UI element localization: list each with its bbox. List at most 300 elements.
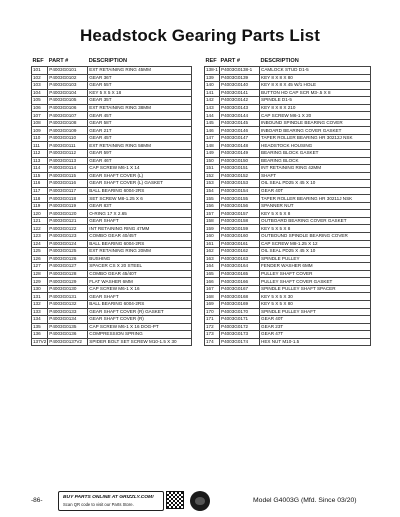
cell-part-number: P4003G0159 bbox=[220, 225, 260, 233]
cell-description: GEAR 40T bbox=[260, 316, 371, 324]
table-row bbox=[32, 119, 192, 127]
cell-description: SPACER CS X 20 STEEL bbox=[88, 263, 192, 271]
table-row bbox=[205, 225, 371, 233]
table-row bbox=[205, 270, 371, 278]
cell-part-number: P4003G0127 bbox=[48, 263, 88, 271]
cell-description: SPANNER NUT bbox=[260, 202, 371, 210]
cell-description: COMBO GEAR 45/40T bbox=[88, 270, 192, 278]
cell-ref: 114 bbox=[32, 165, 48, 173]
cell-description: BALL BEARING 6004-2RS bbox=[88, 300, 192, 308]
cell-ref: 131 bbox=[32, 293, 48, 301]
cell-ref: 122 bbox=[32, 225, 48, 233]
table-row bbox=[205, 331, 371, 339]
cell-ref: 109 bbox=[32, 127, 48, 135]
cell-ref: 170 bbox=[205, 308, 220, 316]
cell-part-number: P4003G0142 bbox=[220, 97, 260, 105]
cell-ref: 169 bbox=[205, 300, 220, 308]
cell-description: EXT RETAINING RING 38MM bbox=[88, 104, 192, 112]
cell-ref: 129 bbox=[32, 278, 48, 286]
cell-part-number: P4003G0157 bbox=[220, 210, 260, 218]
cell-part-number: P4003G0150 bbox=[220, 157, 260, 165]
cell-description: GEAR SHAFT COVER (L) GASKET bbox=[88, 180, 192, 188]
cell-part-number: P4003G0123 bbox=[48, 233, 88, 241]
cell-description: KEY 8 X 8 X 210 bbox=[260, 104, 371, 112]
grizzly-bear-logo-icon bbox=[190, 491, 210, 511]
cell-description: EXT RETAINING RING 20MM bbox=[88, 248, 192, 256]
cell-part-number: P4003G0162 bbox=[220, 248, 260, 256]
cell-description: INBOARD BEARING COVER GASKET bbox=[260, 127, 371, 135]
table-row bbox=[32, 210, 192, 218]
cell-part-number: P4003G0146 bbox=[220, 127, 260, 135]
parts-table-left-body bbox=[32, 67, 192, 346]
cell-part-number: P4003G0128 bbox=[48, 270, 88, 278]
cell-ref: 145 bbox=[205, 119, 220, 127]
cell-ref: 154 bbox=[205, 187, 220, 195]
cell-description: GEAR 45T bbox=[88, 112, 192, 120]
page-number: -86- bbox=[31, 497, 43, 504]
cell-part-number: P4003G0114 bbox=[48, 165, 88, 173]
table-row bbox=[205, 323, 371, 331]
table-row bbox=[32, 285, 192, 293]
cell-part-number: P4003G0125 bbox=[48, 248, 88, 256]
cell-ref: 138-1 bbox=[206, 67, 218, 73]
table-row bbox=[205, 316, 371, 324]
cell-description: BALL BEARING 6004-2RS bbox=[88, 187, 192, 195]
table-row bbox=[32, 127, 192, 135]
table-row bbox=[205, 104, 371, 112]
cell-description: SPINDLE PULLEY SHAFT SPACER bbox=[260, 285, 371, 293]
bear-head-shape bbox=[195, 497, 205, 505]
cell-part-number: P4003G0151 bbox=[220, 165, 260, 173]
cell-ref: 150 bbox=[205, 157, 220, 165]
cell-description: GEAR 21T bbox=[88, 127, 192, 135]
cell-ref: 117 bbox=[32, 187, 48, 195]
page-footer bbox=[0, 490, 400, 517]
table-header-row bbox=[205, 58, 371, 67]
model-info: Model G4003G (Mfd. Since 03/20) bbox=[253, 497, 357, 504]
table-row bbox=[205, 150, 371, 158]
table-row bbox=[205, 67, 371, 75]
cell-ref: 167 bbox=[205, 285, 220, 293]
cell-part-number: P4003G0156 bbox=[220, 202, 260, 210]
cell-description: GEAR 35T bbox=[88, 97, 192, 105]
cell-ref: 174 bbox=[205, 338, 220, 346]
cell-description: CAP SCREW M6-1 X 20 bbox=[260, 112, 371, 120]
table-row bbox=[32, 97, 192, 105]
cell-ref: 159 bbox=[205, 225, 220, 233]
cell-ref: 112 bbox=[32, 150, 48, 158]
table-row bbox=[32, 233, 192, 241]
table-row bbox=[205, 263, 371, 271]
table-row bbox=[205, 338, 371, 346]
cell-description: PULLEY SHAFT COVER bbox=[260, 270, 371, 278]
table-row bbox=[32, 225, 192, 233]
table-row bbox=[32, 263, 192, 271]
table-row bbox=[205, 255, 371, 263]
cell-part-number: P4003G0171 bbox=[220, 316, 260, 324]
table-row bbox=[32, 217, 192, 225]
cell-part-number: P4003G0164 bbox=[220, 263, 260, 271]
header-description: DESCRIPTION bbox=[88, 58, 128, 64]
table-row bbox=[205, 240, 371, 248]
cell-ref: 121 bbox=[32, 217, 48, 225]
cell-description: SPIDER BOLT SET SCREW M10-1.5 X 30 bbox=[88, 338, 192, 346]
table-row bbox=[205, 157, 371, 165]
cell-ref: 140 bbox=[205, 82, 220, 90]
cell-part-number: P4003G0141 bbox=[220, 89, 260, 97]
table-row bbox=[32, 89, 192, 97]
cell-description: BEARING BLOCK GASKET bbox=[260, 150, 371, 158]
cell-ref: 135 bbox=[32, 323, 48, 331]
table-row bbox=[32, 316, 192, 324]
parts-table-left bbox=[31, 58, 192, 346]
cell-description: GEAR 55T bbox=[88, 82, 192, 90]
cell-part-number: P4003G0139 bbox=[220, 74, 260, 82]
cell-part-number: P4003G0105 bbox=[48, 97, 88, 105]
table-row bbox=[32, 323, 192, 331]
table-row bbox=[32, 300, 192, 308]
cell-ref: 108 bbox=[32, 119, 48, 127]
cell-part-number: P4003G0149 bbox=[220, 150, 260, 158]
page-title: Headstock Gearing Parts List bbox=[80, 26, 320, 45]
cell-description: GEAR 59T bbox=[88, 150, 192, 158]
table-row bbox=[32, 270, 192, 278]
cell-part-number: P4003G0136 bbox=[48, 331, 88, 339]
cell-part-number: P4003G0126 bbox=[48, 255, 88, 263]
cell-part-number: P4003G0168 bbox=[220, 293, 260, 301]
cell-description: GEAR SHAFT bbox=[88, 217, 192, 225]
cell-part-number: P4003G0103 bbox=[48, 82, 88, 90]
table-row bbox=[32, 202, 192, 210]
cell-description: SPINDLE PULLEY SHAFT bbox=[260, 308, 371, 316]
header-ref: REF bbox=[32, 58, 44, 64]
table-row bbox=[32, 308, 192, 316]
parts-table-left-column bbox=[31, 58, 192, 346]
table-row bbox=[205, 195, 371, 203]
cell-part-number: P4003G0108 bbox=[48, 119, 88, 127]
cell-part-number: P4003G0160 bbox=[220, 233, 260, 241]
cell-description: FENDER WASHER 6MM bbox=[260, 263, 371, 271]
parts-table-right-body bbox=[205, 67, 371, 346]
cell-ref: 110 bbox=[32, 134, 48, 142]
cell-ref: 164 bbox=[205, 263, 220, 271]
cell-ref: 158 bbox=[205, 217, 220, 225]
cell-part-number: P4003G0129 bbox=[48, 278, 88, 286]
header-description: DESCRIPTION bbox=[260, 58, 299, 64]
cell-part-number: P4003G0143 bbox=[220, 104, 260, 112]
cell-description: FLAT WASHER 6MM bbox=[88, 278, 192, 286]
cell-ref: 152 bbox=[205, 172, 220, 180]
table-row bbox=[32, 142, 192, 150]
cell-description: GEAR 58T bbox=[88, 119, 192, 127]
cell-part-number: P4003G0112 bbox=[48, 150, 88, 158]
table-row bbox=[205, 300, 371, 308]
table-row bbox=[32, 278, 192, 286]
table-row bbox=[32, 240, 192, 248]
cell-part-number: P4003G0133 bbox=[48, 308, 88, 316]
cell-part-number: P4003G0155 bbox=[220, 195, 260, 203]
cell-description: CAP SCREW M6-1 X 14 bbox=[88, 165, 192, 173]
cell-part-number: P4003G0117 bbox=[48, 187, 88, 195]
cell-ref: 133 bbox=[32, 308, 48, 316]
cell-description: INBOUND SPINDLE BEARING COVER bbox=[260, 119, 371, 127]
table-row bbox=[205, 172, 371, 180]
cell-part-number: P4003G0167 bbox=[220, 285, 260, 293]
cell-description: COMBO GEAR 40/45T bbox=[88, 233, 192, 241]
table-row bbox=[205, 248, 371, 256]
table-row bbox=[205, 210, 371, 218]
cell-part-number: P4003G0163 bbox=[220, 255, 260, 263]
cell-description: OIL SEAL PD25 X 45 X 10 bbox=[260, 248, 371, 256]
cell-description: CAP SCREW M6-1 X 16 DOG-PT bbox=[88, 323, 192, 331]
cell-part-number: P4003G0137V2 bbox=[48, 338, 88, 346]
parts-table-right-column bbox=[204, 58, 371, 346]
cell-ref: 147 bbox=[205, 134, 220, 142]
table-row bbox=[205, 278, 371, 286]
cell-description: KEY 5 X 5 X 30 bbox=[260, 293, 371, 301]
cell-part-number: P4003G0158 bbox=[220, 217, 260, 225]
cell-ref: 111 bbox=[32, 142, 48, 150]
cell-description: GEAR SHAFT COVER (L) bbox=[88, 172, 192, 180]
cell-ref: 103 bbox=[32, 82, 48, 90]
cell-part-number: P4003G0147 bbox=[220, 134, 260, 142]
cell-ref: 124 bbox=[32, 240, 48, 248]
cell-description: EXT RETAINING RING 58MM bbox=[88, 142, 192, 150]
cell-ref: 166 bbox=[205, 278, 220, 286]
cell-ref: 163 bbox=[205, 255, 220, 263]
cell-part-number: P4003G0102 bbox=[48, 74, 88, 82]
table-row bbox=[205, 293, 371, 301]
table-row bbox=[32, 187, 192, 195]
cell-part-number: P4003G0107 bbox=[48, 112, 88, 120]
table-row bbox=[32, 104, 192, 112]
table-row bbox=[205, 74, 371, 82]
cell-ref: 171 bbox=[205, 316, 220, 324]
cell-description: GEAR SHAFT bbox=[88, 293, 192, 301]
cell-part-number: P4003G0110 bbox=[48, 134, 88, 142]
cell-ref: 139 bbox=[205, 74, 220, 82]
cell-ref: 132 bbox=[32, 300, 48, 308]
qr-code-icon[interactable] bbox=[166, 491, 184, 509]
table-row bbox=[32, 172, 192, 180]
table-row bbox=[32, 180, 192, 188]
table-row bbox=[32, 112, 192, 120]
cell-description: SET SCREW M8-1.25 X 6 bbox=[88, 195, 192, 203]
cell-ref: 102 bbox=[32, 74, 48, 82]
cell-ref: 128 bbox=[32, 270, 48, 278]
cell-description: INT RETAINING RING 42MM bbox=[260, 165, 371, 173]
cell-part-number: P4003G0145 bbox=[220, 119, 260, 127]
cell-part-number: P4003G0113 bbox=[48, 157, 88, 165]
table-row bbox=[32, 74, 192, 82]
cell-ref: 161 bbox=[205, 240, 220, 248]
cell-description: TAPER ROLLER BEARING HR 30212J NSK bbox=[260, 134, 371, 142]
cell-ref: 160 bbox=[205, 233, 220, 241]
table-row bbox=[32, 157, 192, 165]
table-row bbox=[205, 89, 371, 97]
cell-description: GEAR SHAFT COVER (R) GASKET bbox=[88, 308, 192, 316]
header-part-number: PART # bbox=[220, 58, 240, 64]
cell-part-number: P4003G0120 bbox=[48, 210, 88, 218]
header-ref: REF bbox=[205, 58, 217, 64]
cell-description: OUTBOUND SPINDLE BEARING COVER bbox=[260, 233, 371, 241]
cell-description: BUTTON HD CAP SCR M3-.5 X 8 bbox=[260, 89, 371, 97]
cell-part-number: P4003G0115 bbox=[48, 172, 88, 180]
cell-description: COMPRESSION SPRING bbox=[88, 331, 192, 339]
cell-ref: 119 bbox=[32, 202, 48, 210]
cell-part-number: P4003G0118 bbox=[48, 195, 88, 203]
cell-part-number: P4003G0172 bbox=[220, 323, 260, 331]
cell-description: KEY 8 X 8 X 45 W/1 HOLE bbox=[260, 82, 371, 90]
table-row bbox=[32, 293, 192, 301]
cell-part-number: P4003G0121 bbox=[48, 217, 88, 225]
table-row bbox=[32, 67, 192, 75]
cell-part-number: P4003G0144 bbox=[220, 112, 260, 120]
table-row bbox=[32, 338, 192, 346]
cell-ref: 126 bbox=[32, 255, 48, 263]
table-row bbox=[32, 331, 192, 339]
cell-part-number: P4003G0166 bbox=[220, 278, 260, 286]
table-row bbox=[205, 308, 371, 316]
table-row bbox=[32, 255, 192, 263]
cell-description: GEAR 23T bbox=[260, 323, 371, 331]
cell-description: HEADSTOCK HOUSING bbox=[260, 142, 371, 150]
cell-ref: 123 bbox=[32, 233, 48, 241]
cell-ref: 113 bbox=[32, 157, 48, 165]
cell-ref: 142 bbox=[205, 97, 220, 105]
cell-part-number: P4003G0119 bbox=[48, 202, 88, 210]
cell-ref: 106 bbox=[32, 104, 48, 112]
cell-ref: 101 bbox=[32, 67, 48, 75]
cell-part-number: P4003G0111 bbox=[48, 142, 88, 150]
cell-description: GEAR 40T bbox=[260, 187, 371, 195]
cell-ref: 173 bbox=[205, 331, 220, 339]
cell-description: OIL SEAL PD25 X 45 X 10 bbox=[260, 180, 371, 188]
cell-part-number: P4003G0169 bbox=[220, 300, 260, 308]
cell-ref: 172 bbox=[205, 323, 220, 331]
cell-ref: 115 bbox=[32, 172, 48, 180]
cell-ref: 165 bbox=[205, 270, 220, 278]
cell-part-number: P4003G0106 bbox=[48, 104, 88, 112]
table-row bbox=[32, 248, 192, 256]
cell-ref: 104 bbox=[32, 89, 48, 97]
cell-part-number: P4003G0131 bbox=[48, 293, 88, 301]
cell-ref: 137V2 bbox=[33, 338, 47, 344]
cell-ref: 136 bbox=[32, 331, 48, 339]
cell-part-number: P4003G0154 bbox=[220, 187, 260, 195]
cell-description: INT RETAINING RING 47MM bbox=[88, 225, 192, 233]
cell-ref: 148 bbox=[205, 142, 220, 150]
cell-ref: 134 bbox=[32, 316, 48, 324]
cell-ref: 162 bbox=[205, 248, 220, 256]
table-header-row bbox=[32, 58, 192, 67]
cell-ref: 141 bbox=[205, 89, 220, 97]
cell-part-number: P4003G0140 bbox=[220, 82, 260, 90]
table-row bbox=[205, 202, 371, 210]
cell-part-number: P4003G0132 bbox=[48, 300, 88, 308]
cell-part-number: P4003G0138-1 bbox=[220, 67, 260, 75]
cell-description: CAP SCREW M8-1.25 X 12 bbox=[260, 240, 371, 248]
cell-ref: 143 bbox=[205, 104, 220, 112]
table-row bbox=[205, 285, 371, 293]
cell-description: BALL BEARING 6004-2RS bbox=[88, 240, 192, 248]
cell-description: BUSHING bbox=[88, 255, 192, 263]
cell-part-number: P4003G0174 bbox=[220, 338, 260, 346]
cell-description: GEAR 36T bbox=[88, 74, 192, 82]
cell-description: TAPER ROLLER BEARING HR 30211J NSK bbox=[260, 195, 371, 203]
buy-parts-online-box[interactable] bbox=[58, 491, 164, 511]
cell-description: CAMLOCK STUD D1-5 bbox=[260, 67, 371, 75]
cell-part-number: P4003G0153 bbox=[220, 180, 260, 188]
cell-ref: 155 bbox=[205, 195, 220, 203]
cell-description: CAP SCREW M6-1 X 16 bbox=[88, 285, 192, 293]
table-row bbox=[205, 134, 371, 142]
table-row bbox=[32, 165, 192, 173]
cell-description: SPINDLE D1-5 bbox=[260, 97, 371, 105]
table-row bbox=[205, 233, 371, 241]
table-row bbox=[32, 195, 192, 203]
table-row bbox=[205, 165, 371, 173]
cell-ref: 125 bbox=[32, 248, 48, 256]
cell-description: KEY 5 X 5 X 18 bbox=[88, 89, 192, 97]
cell-part-number: P4003G0152 bbox=[220, 172, 260, 180]
cell-description: GEAR 83T bbox=[88, 202, 192, 210]
table-row bbox=[32, 134, 192, 142]
buy-parts-subline: Scan QR code to visit our Parts Store. bbox=[63, 502, 134, 507]
cell-description: PULLEY SHAFT COVER GASKET bbox=[260, 278, 371, 286]
cell-ref: 149 bbox=[205, 150, 220, 158]
cell-part-number: P4003G0135 bbox=[48, 323, 88, 331]
table-row bbox=[205, 127, 371, 135]
table-row bbox=[205, 180, 371, 188]
cell-ref: 156 bbox=[205, 202, 220, 210]
table-row bbox=[205, 217, 371, 225]
cell-ref: 151 bbox=[205, 165, 220, 173]
cell-ref: 144 bbox=[205, 112, 220, 120]
cell-ref: 105 bbox=[32, 97, 48, 105]
cell-description: KEY 5 X 5 X 80 bbox=[260, 300, 371, 308]
cell-part-number: P4003G0165 bbox=[220, 270, 260, 278]
cell-ref: 146 bbox=[205, 127, 220, 135]
cell-description: SPINDLE PULLEY bbox=[260, 255, 371, 263]
cell-ref: 116 bbox=[32, 180, 48, 188]
cell-description: GEAR 46T bbox=[88, 157, 192, 165]
header-part-number: PART # bbox=[48, 58, 69, 64]
cell-part-number: P4003G0173 bbox=[220, 331, 260, 339]
cell-description: O-RING 17 X 2.65 bbox=[88, 210, 192, 218]
table-row bbox=[205, 142, 371, 150]
parts-table-right bbox=[204, 58, 371, 346]
cell-ref: 153 bbox=[205, 180, 220, 188]
cell-part-number: P4003G0109 bbox=[48, 127, 88, 135]
cell-part-number: P4003G0130 bbox=[48, 285, 88, 293]
cell-part-number: P4003G0170 bbox=[220, 308, 260, 316]
cell-part-number: P4003G0161 bbox=[220, 240, 260, 248]
cell-ref: 157 bbox=[205, 210, 220, 218]
cell-description: HEX NUT M10-1.5 bbox=[260, 338, 371, 346]
cell-ref: 130 bbox=[32, 285, 48, 293]
table-row bbox=[205, 82, 371, 90]
cell-description: KEY 5 X 5 X 8 bbox=[260, 225, 371, 233]
table-row bbox=[205, 187, 371, 195]
cell-description: GEAR 47T bbox=[260, 331, 371, 339]
cell-ref: 118 bbox=[32, 195, 48, 203]
cell-description: BEARING BLOCK bbox=[260, 157, 371, 165]
cell-description: OUTBOARD BEARING COVER GASKET bbox=[260, 217, 371, 225]
cell-part-number: P4003G0116 bbox=[48, 180, 88, 188]
cell-part-number: P4003G0134 bbox=[48, 316, 88, 324]
cell-description: GEAR 45T bbox=[88, 134, 192, 142]
